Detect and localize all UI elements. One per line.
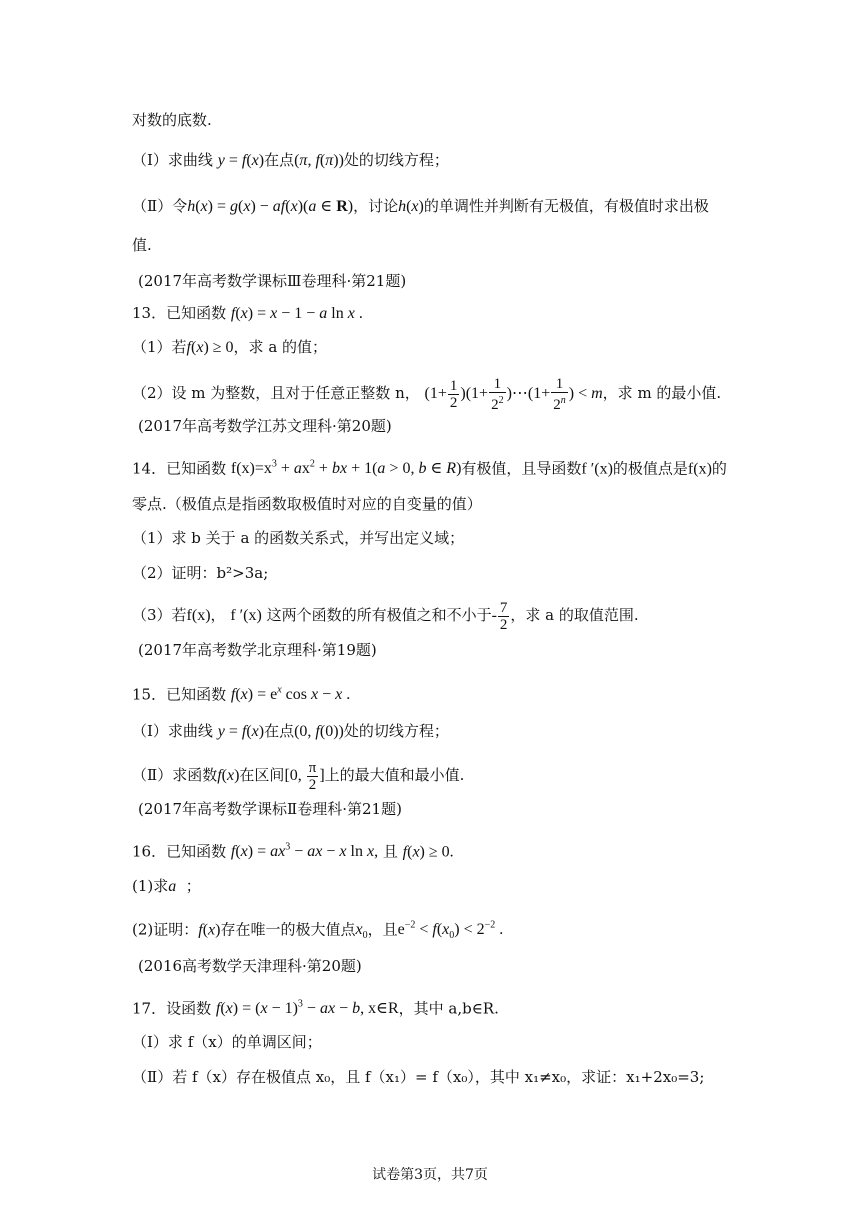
q17-part1: [132, 1032, 322, 1052]
q14-part2: [132, 563, 268, 583]
text: ；: [185, 877, 201, 895]
text: 在点: [264, 722, 295, 740]
formula: (π, f(π)): [294, 152, 344, 169]
text: （Ⅱ）令: [132, 197, 188, 215]
q17-stem: [132, 995, 499, 1019]
q16-part2: [132, 916, 503, 947]
text: ，其中 a,b∈R.: [398, 999, 499, 1018]
formula: y = f(x): [217, 723, 265, 740]
text: 对数的底数.: [132, 111, 212, 129]
text: (2017年高考数学课标Ⅲ卷理科·第21题): [138, 272, 407, 290]
q16-part1: [132, 876, 201, 897]
text: （2）设 m 为整数，且对于任意正整数 n，: [132, 384, 420, 403]
text: （Ⅰ）求曲线: [132, 151, 213, 169]
text-line: [132, 494, 482, 514]
formula: f(x): [217, 767, 240, 785]
formula: [0, $\frac{\pi}{2}$ ]: [284, 760, 325, 793]
q14-part3: [132, 600, 639, 633]
text-line: [132, 110, 212, 130]
text: ，讨论: [353, 197, 399, 215]
q13-part2: [132, 376, 721, 413]
text: ，且: [367, 920, 398, 939]
formula: (1+ $\frac{1}{2}$ )(1+ $\frac{1}{2^2}$ )⋯(1+ $\frac{1}{2^n}$ ) < m: [424, 376, 603, 413]
formula: f(x) ≥ 0: [186, 339, 234, 356]
text: （1）若: [132, 338, 187, 356]
text: 13．已知函数: [132, 304, 227, 322]
text: （Ⅱ）求函数: [132, 766, 218, 785]
q13-stem: [132, 303, 363, 324]
q14-stem: [132, 455, 727, 479]
text: 且: [382, 842, 398, 861]
text: ，求 a 的值；: [233, 338, 328, 356]
text: （2）证明：b²>3a;: [132, 564, 269, 582]
text: （1）求 b 关于 a 的函数关系式，并写出定义域；: [132, 529, 465, 547]
formula: f(x): [687, 460, 712, 478]
formula: $f(x) = e^x$ cos x − x .: [230, 685, 351, 704]
formula: f(x) ≥ 0.: [402, 843, 454, 861]
text: 14．已知函数: [132, 459, 227, 478]
text: 有极值，且导函数: [461, 459, 582, 478]
text: 15．已知函数: [132, 685, 227, 704]
formula: f ′(x): [581, 460, 613, 478]
text: 在区间: [239, 766, 285, 785]
text: (2016高考数学天津理科·第20题): [138, 957, 362, 975]
formula: f(x): [186, 607, 211, 625]
q16-stem: [132, 838, 454, 862]
source-note: [138, 799, 402, 819]
text: 上的最大值和最小值.: [324, 766, 465, 785]
formula: h(x): [398, 198, 424, 215]
text: （3）若: [132, 606, 187, 625]
q12-part2: [132, 196, 709, 217]
formula: f ′(x): [230, 607, 262, 625]
formula: f(x) = x − 1 − a ln x .: [230, 305, 363, 322]
q14-part1: [132, 528, 464, 548]
text: 试卷第3页，共7页: [372, 1167, 488, 1183]
text: ，求 a 的取值范围.: [510, 606, 639, 625]
text: (2017年高考数学北京理科·第19题): [138, 641, 377, 659]
q13-part1: [132, 337, 327, 358]
text: （Ⅰ）求曲线: [132, 722, 213, 740]
text: ，求 m 的最小值.: [602, 384, 722, 403]
formula: $e^{-2} < f(x_0) < 2^{-2}$ .: [397, 920, 504, 942]
formula: f(x): [198, 921, 221, 939]
text: （Ⅰ）求 f（x）的单调区间；: [132, 1033, 322, 1051]
text: (2017年高考数学课标Ⅱ卷理科·第21题): [138, 800, 402, 818]
text: （Ⅱ）若 f（x）存在极值点 x₀，且 f（x₁）= f（x₀），其中 x₁≠x₀，求证：x₁+2x₀=3;: [132, 1068, 705, 1086]
formula: - $\frac{7}{2}$: [491, 600, 508, 633]
q17-part2: [132, 1067, 704, 1087]
page-footer: [0, 1164, 860, 1184]
formula: $f(x) = (x - 1)^3$ − ax − b, x∈R: [215, 999, 399, 1018]
formula: a: [168, 878, 177, 895]
q15-part2: [132, 760, 464, 793]
formula: $f(x) = ax^3$ − ax − x ln x,: [230, 842, 379, 861]
source-note: [138, 271, 406, 291]
text: 存在唯一的极大值点: [220, 920, 356, 939]
text: 的: [711, 459, 727, 478]
text-line: [132, 235, 152, 255]
formula: $f(x)=x^3 + ax^2$ + bx + 1(a > 0, b ∈ R): [230, 459, 462, 478]
q15-part1: [132, 721, 449, 742]
source-note: [138, 416, 392, 436]
text: (1)求: [132, 877, 169, 895]
source-note: [138, 956, 362, 976]
formula: $x_0$: [355, 921, 368, 942]
q15-stem: [132, 681, 350, 705]
text: 17．设函数: [132, 999, 212, 1018]
text: ，: [210, 606, 231, 625]
source-note: [138, 640, 377, 660]
q12-part1: [132, 150, 449, 171]
text: (2)证明：: [132, 920, 199, 939]
text: 这两个函数的所有极值之和不小于: [261, 606, 492, 625]
formula: y = f(x): [217, 152, 265, 169]
text: 处的切线方程；: [343, 722, 449, 740]
text: 的极值点是: [612, 459, 688, 478]
text: 16．已知函数: [132, 842, 227, 861]
text: 在点: [264, 151, 295, 169]
text: 值.: [132, 236, 152, 254]
text: 的单调性并判断有无极值，有极值时求出极: [423, 197, 709, 215]
formula: (0, f(0)): [294, 723, 344, 740]
text: 零点.（极值点是指函数取极值时对应的自变量的值）: [132, 495, 482, 513]
text: 处的切线方程；: [343, 151, 449, 169]
text: (2017年高考数学江苏文理科·第20题): [138, 417, 392, 435]
formula: h(x) = g(x) − af(x)(a ∈ R): [187, 198, 354, 215]
